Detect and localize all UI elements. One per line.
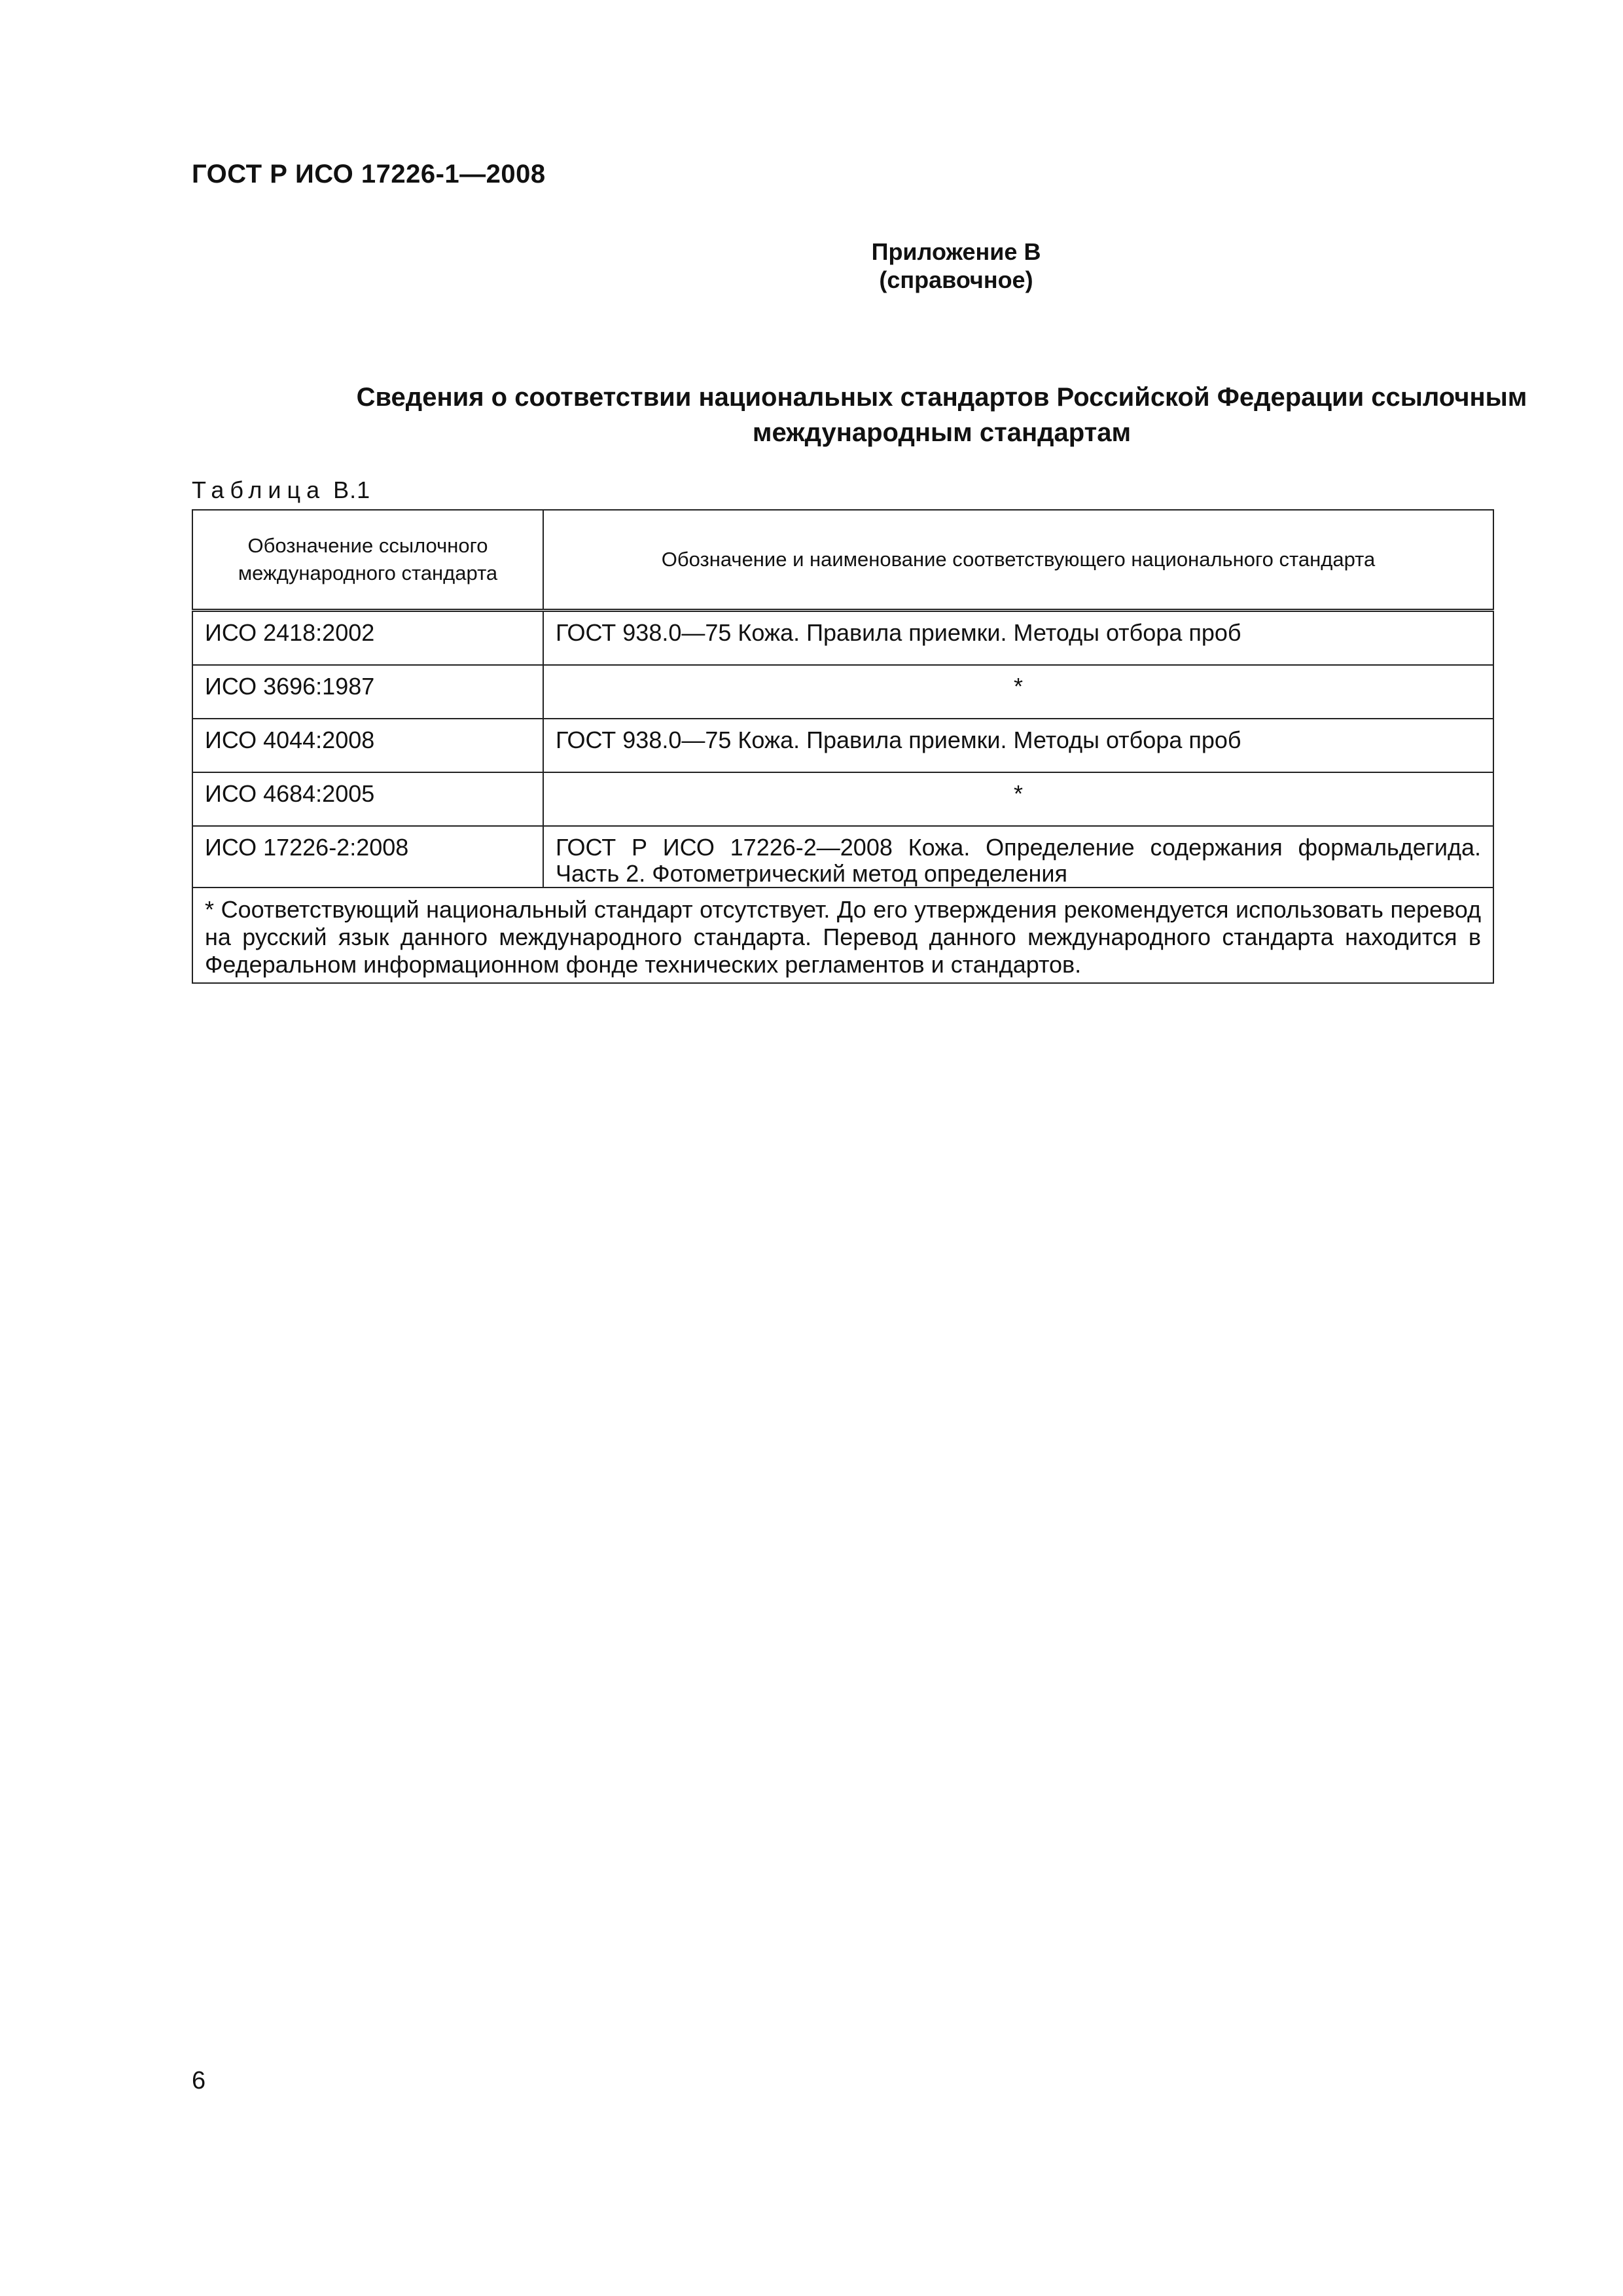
section-heading-line-2: международным стандартам — [752, 418, 1132, 447]
table-row — [192, 665, 1493, 719]
section-heading — [192, 380, 1623, 450]
section-heading-line-1: Сведения о соответствии национальных стандартов Российской Федерации ссылочным — [356, 383, 1527, 412]
header-intl-standard: Обозначение ссылочного международного стандарта — [192, 510, 543, 611]
intl-standard-cell: ИСО 4684:2005 — [192, 772, 543, 826]
table-header-row — [192, 510, 1493, 611]
table-row — [192, 772, 1493, 826]
national-standard-cell: * — [543, 772, 1493, 826]
national-standard-cell: ГОСТ 938.0—75 Кожа. Правила приемки. Методы отбора проб — [543, 719, 1493, 772]
table-row — [192, 719, 1493, 772]
table-row — [192, 826, 1493, 888]
reference-standards-table — [192, 509, 1494, 984]
table-footnote: * Соответствующий национальный стандарт отсутствует. До его утверждения рекомендуется использовать перевод на русский язык данного международного стандарта. Перевод данного международного стандарта находится в Федеральном информационном фонде технических регламентов и стандартов. — [192, 888, 1493, 983]
intl-standard-cell: ИСО 2418:2002 — [192, 611, 543, 666]
national-standard-cell: ГОСТ 938.0—75 Кожа. Правила приемки. Методы отбора проб — [543, 611, 1493, 666]
table-footnote-row — [192, 888, 1493, 983]
national-standard-cell: * — [543, 665, 1493, 719]
document-code: ГОСТ Р ИСО 17226-1—2008 — [192, 160, 546, 188]
intl-standard-cell: ИСО 17226-2:2008 — [192, 826, 543, 888]
table-row — [192, 611, 1493, 666]
intl-standard-cell: ИСО 4044:2008 — [192, 719, 543, 772]
table-caption-number: В.1 — [333, 476, 371, 503]
intl-standard-cell: ИСО 3696:1987 — [192, 665, 543, 719]
table-caption — [192, 476, 370, 504]
table-caption-word: Таблица — [192, 476, 326, 503]
national-standard-cell: ГОСТ Р ИСО 17226-2—2008 Кожа. Определение содержания формальдегида. Часть 2. Фотометрический метод определения — [543, 826, 1493, 888]
page-number: 6 — [192, 2067, 206, 2094]
annex-type: (справочное) — [879, 266, 1033, 293]
header-national-standard: Обозначение и наименование соответствующего национального стандарта — [543, 510, 1493, 611]
annex-title: Приложение В — [871, 238, 1041, 265]
